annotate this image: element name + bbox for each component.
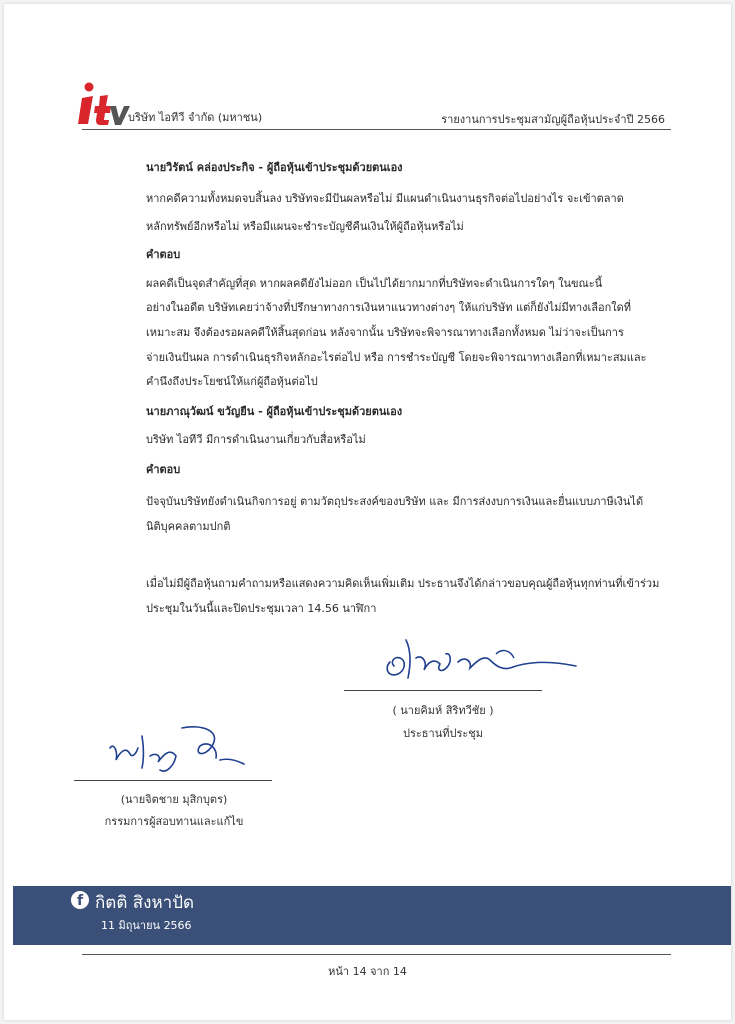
answer2-line2: นิติบุคคลตามปกติ [146,520,231,533]
page-number: หน้า 14 จาก 14 [328,965,407,978]
answer1-line4: จ่ายเงินปันผล การดำเนินธุรกิจหลักอะไรต่อไป หรือ การชำระบัญชี โดยจะพิจารณาทางเลือกที่เหมาะสมและ [146,351,647,364]
document-page [4,4,731,1020]
facebook-icon: f [71,891,89,909]
facebook-credit-banner [13,886,731,945]
secretary-role: กรรมการผู้สอบทานและแก้ไข [104,815,244,828]
chair-signature [376,632,586,688]
banner-author-name: กิตติ สิงหาปัด [95,893,195,913]
secretary-signature-line [74,780,272,781]
chair-role: ประธานที่ประชุม [403,727,483,740]
secretary-name: (นายจิตชาย มุสิกบุตร) [120,793,228,806]
answer1-line2: อย่างในอดีต บริษัทเคยว่าจ้างที่ปรึกษาทางการเงินหาแนวทางต่างๆ ให้แก่บริษัท แต่ก็ยังไม่มีทางเลือกใดที่ [146,301,632,314]
closing-line1: เมื่อไม่มีผู้ถือหุ้นถามคำถามหรือแสดงความคิดเห็นเพิ่มเติม ประธานจึงได้กล่าวขอบคุณผู้ถือหุ้นทุกท่านที่เข้าร่วม [146,577,660,590]
question1-speaker: นายวิรัตน์ คล่องประกิจ - ผู้ถือหุ้นเข้าประชุมด้วยตนเอง [146,161,403,174]
answer2-label: คำตอบ [146,463,181,476]
report-title: รายงานการประชุมสามัญผู้ถือหุ้นประจำปี 2566 [441,113,665,126]
answer1-line5: คำนึงถึงประโยชน์ให้แก่ผู้ถือหุ้นต่อไป [146,375,318,388]
banner-date: 11 มิถุนายน 2566 [101,919,192,932]
answer2-line1: ปัจจุบันบริษัทยังดำเนินกิจการอยู่ ตามวัตถุประสงค์ของบริษัท และ มีการส่งงบการเงินและยื่นแบบภาษีเงินได้ [146,495,644,508]
answer1-line1: ผลคดีเป็นจุดสำคัญที่สุด หากผลคดียังไม่ออก เป็นไปได้ยากมากที่บริษัทจะดำเนินการใดๆ ในขณะนี้ [146,277,603,290]
answer1-label: คำตอบ [146,248,181,261]
header-divider [82,129,671,130]
question1-line2: หลักทรัพย์อีกหรือไม่ หรือมีแผนจะชำระบัญชีคืนเงินให้ผู้ถือหุ้นหรือไม่ [146,220,464,233]
answer1-line3: เหมาะสม จึงต้องรอผลคดีให้สิ้นสุดก่อน หลังจากนั้น บริษัทจะพิจารณาทางเลือกทั้งหมด ไม่ว่าจะเป็นการ [146,326,624,339]
footer-divider [82,954,671,955]
question2-speaker: นายภาณุวัฒน์ ขวัญยืน - ผู้ถือหุ้นเข้าประชุมด้วยตนเอง [146,405,403,418]
itv-logo [78,82,130,126]
company-name: บริษัท ไอทีวี จำกัด (มหาชน) [128,111,263,124]
chair-signature-line [344,690,542,691]
closing-line2: ประชุมในวันนี้และปิดประชุมเวลา 14.56 นาฬิกา [146,602,377,615]
chair-name: ( นายคิมห์ สิริทวีชัย ) [392,704,494,717]
secretary-signature [104,718,254,780]
question1-line1: หากคดีความทั้งหมดจบสิ้นลง บริษัทจะมีปันผลหรือไม่ มีแผนดำเนินงานธุรกิจต่อไปอย่างไร จะเข้าตลาด [146,192,624,205]
question2-line1: บริษัท ไอทีวี มีการดำเนินงานเกี่ยวกับสื่อหรือไม่ [146,433,366,446]
